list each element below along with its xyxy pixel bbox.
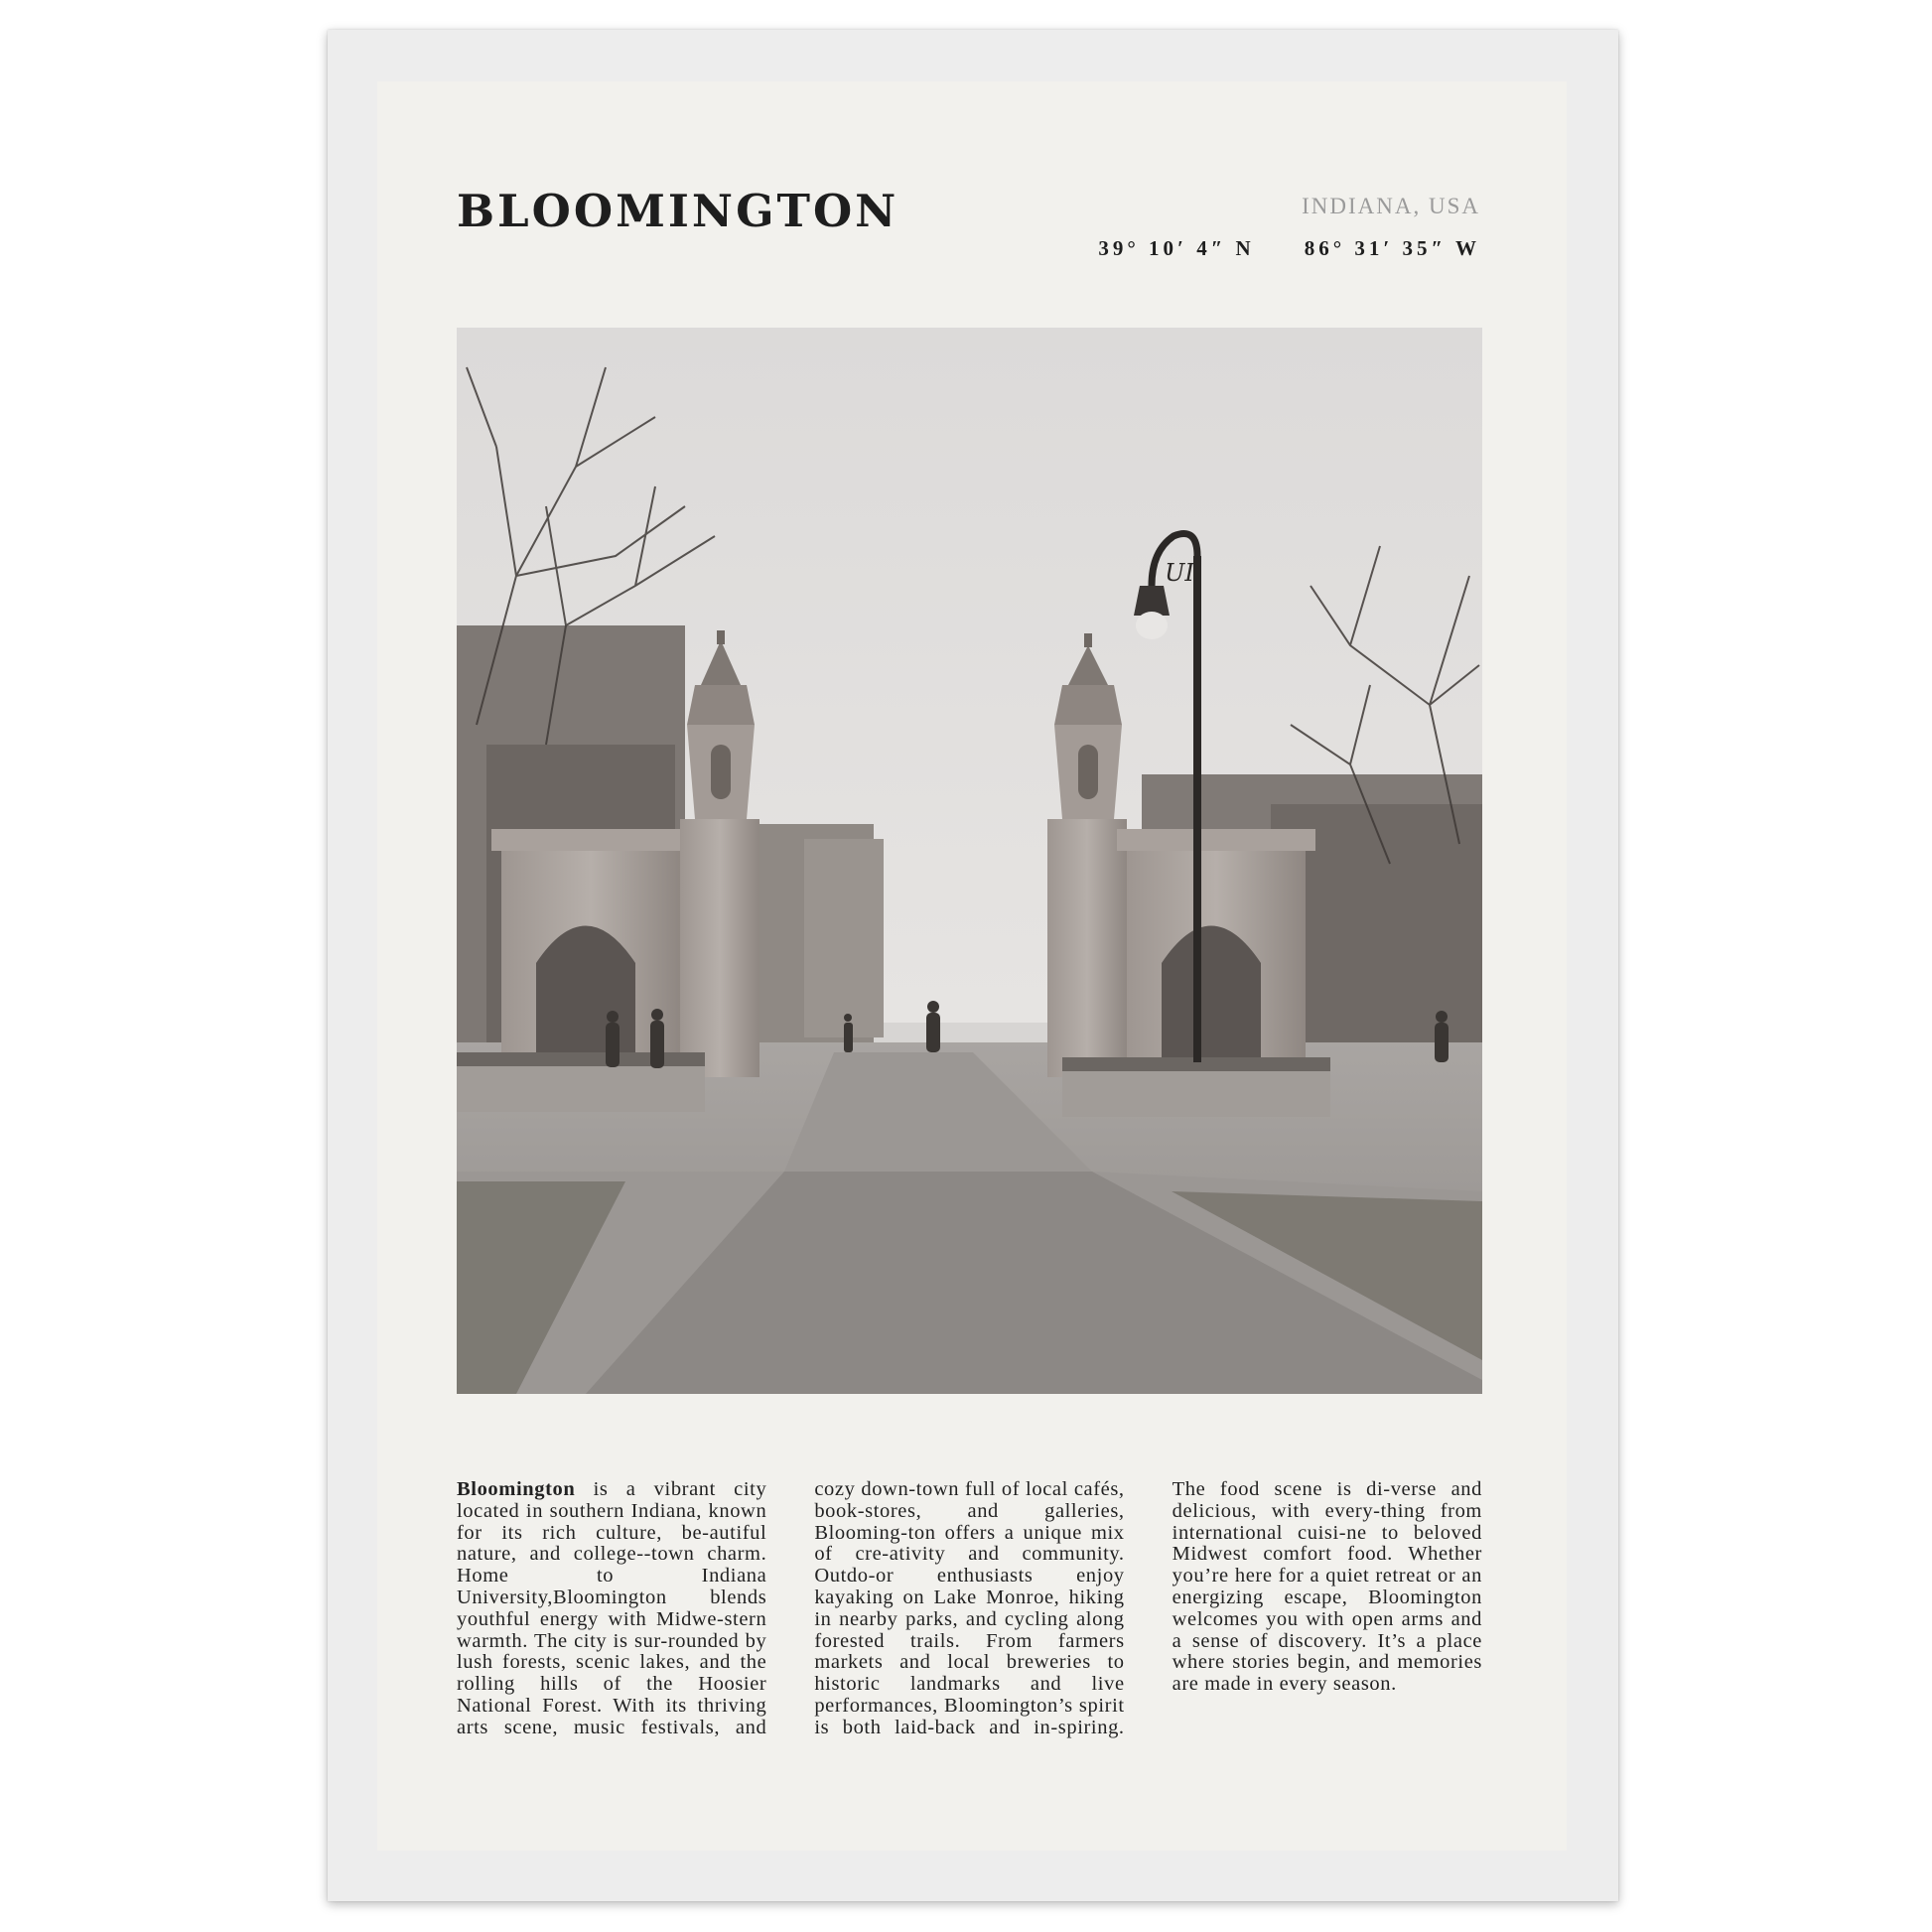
coordinates — [964, 238, 1480, 259]
description-lead: Bloomington — [457, 1478, 576, 1500]
description-body: is a vibrant city located in southern Indiana, known for its rich culture, be-autiful nature, and college--town charm. Home to Indiana University,Bloomington blends youthful energy with Midwe-stern warmth. The city is sur-rounded by lush forests, scenic lakes, and the rolling hills of the Hoosier National Forest. With its thriving arts scene, music festivals, and cozy down-town full of local cafés, book-stores, and galleries, Blooming-ton offers a unique mix of cre-ativity and community. Outdo-or enthusiasts enjoy kayaking on Lake Monroe, hiking in nearby parks, and cycling along forested trails. From farmers markets and local breweries to historic landmarks and live performances, Bloomington’s spirit is both laid-back and in-spiring. The food scene is di-verse and delicious, with every-thing from international cuisi-ne to beloved Midwest comfort food. Whether you’re here for a quiet retreat or an energizing escape, Bloomington welcomes you with open arms and a sense of discovery. It’s a place where stories begin, and memories are made in every season. — [457, 1478, 1482, 1738]
city-title: BLOOMINGTON — [457, 185, 899, 237]
photo-sample-gates — [457, 328, 1482, 1394]
region-label: INDIANA, USA — [1302, 194, 1480, 218]
longitude: 86° 31′ 35″ W — [1304, 236, 1480, 260]
lamp-sign-text: UI — [1165, 559, 1194, 587]
latitude: 39° 10′ 4″ N — [1098, 236, 1255, 260]
description — [457, 1479, 1482, 1747]
